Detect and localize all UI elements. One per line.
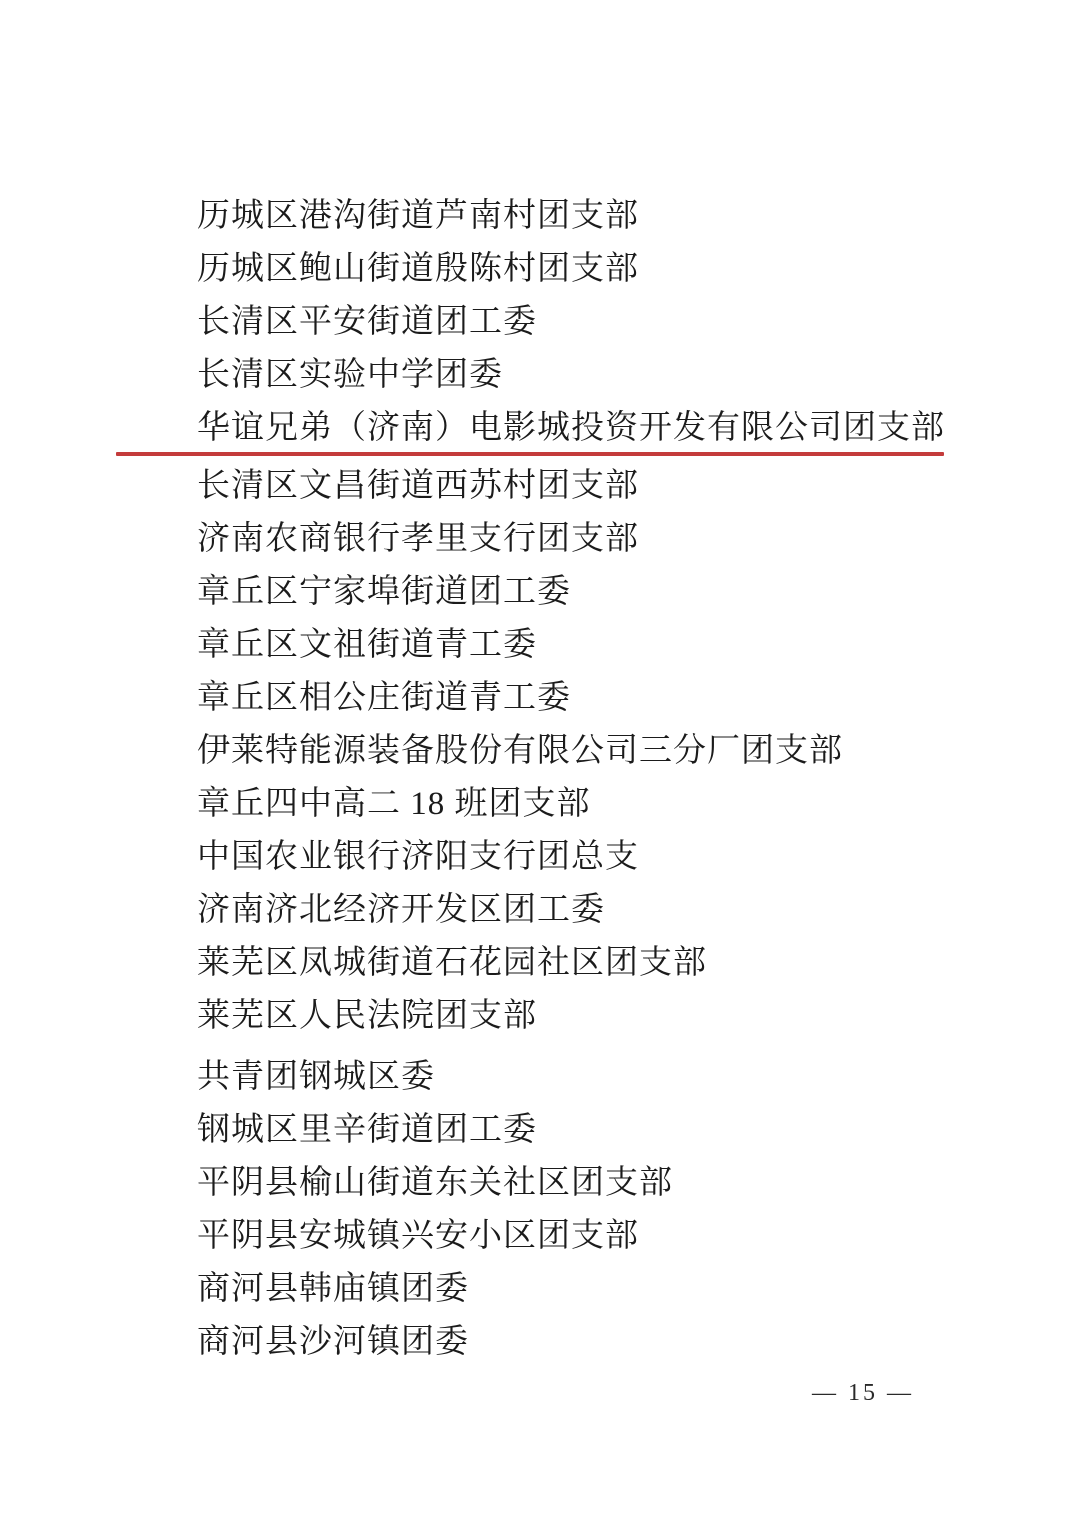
list-item: 长清区文昌街道西苏村团支部 <box>197 468 639 504</box>
list-item: 历城区鲍山街道殷陈村团支部 <box>197 251 639 287</box>
list-item: 伊莱特能源装备股份有限公司三分厂团支部 <box>197 733 843 769</box>
list-item: 中国农业银行济阳支行团总支 <box>197 839 639 875</box>
list-item: 长清区平安街道团工委 <box>197 304 537 340</box>
list-item: 商河县沙河镇团委 <box>197 1324 469 1360</box>
org-list <box>197 190 997 1369</box>
list-item: 历城区港沟街道芦南村团支部 <box>197 198 639 234</box>
page-number: — 15 — <box>812 1380 914 1406</box>
list-item: 长清区实验中学团委 <box>197 357 503 393</box>
list-item: 章丘区宁家埠街道团工委 <box>197 574 571 610</box>
list-item: 章丘区相公庄街道青工委 <box>197 680 571 716</box>
list-item: 华谊兄弟（济南）电影城投资开发有限公司团支部 <box>197 410 945 446</box>
red-divider-line <box>116 452 944 456</box>
list-item: 济南济北经济开发区团工委 <box>197 892 605 928</box>
list-item: 钢城区里辛街道团工委 <box>197 1112 537 1148</box>
list-item: 济南农商银行孝里支行团支部 <box>197 521 639 557</box>
list-item: 章丘四中高二 18 班团支部 <box>197 786 591 822</box>
list-item: 共青团钢城区委 <box>197 1059 435 1095</box>
list-item: 章丘区文祖街道青工委 <box>197 627 537 663</box>
list-item: 平阴县榆山街道东关社区团支部 <box>197 1165 673 1201</box>
list-item: 莱芜区人民法院团支部 <box>197 998 537 1034</box>
list-item: 平阴县安城镇兴安小区团支部 <box>197 1218 639 1254</box>
list-item: 商河县韩庙镇团委 <box>197 1271 469 1307</box>
list-item: 莱芜区凤城街道石花园社区团支部 <box>197 945 707 981</box>
